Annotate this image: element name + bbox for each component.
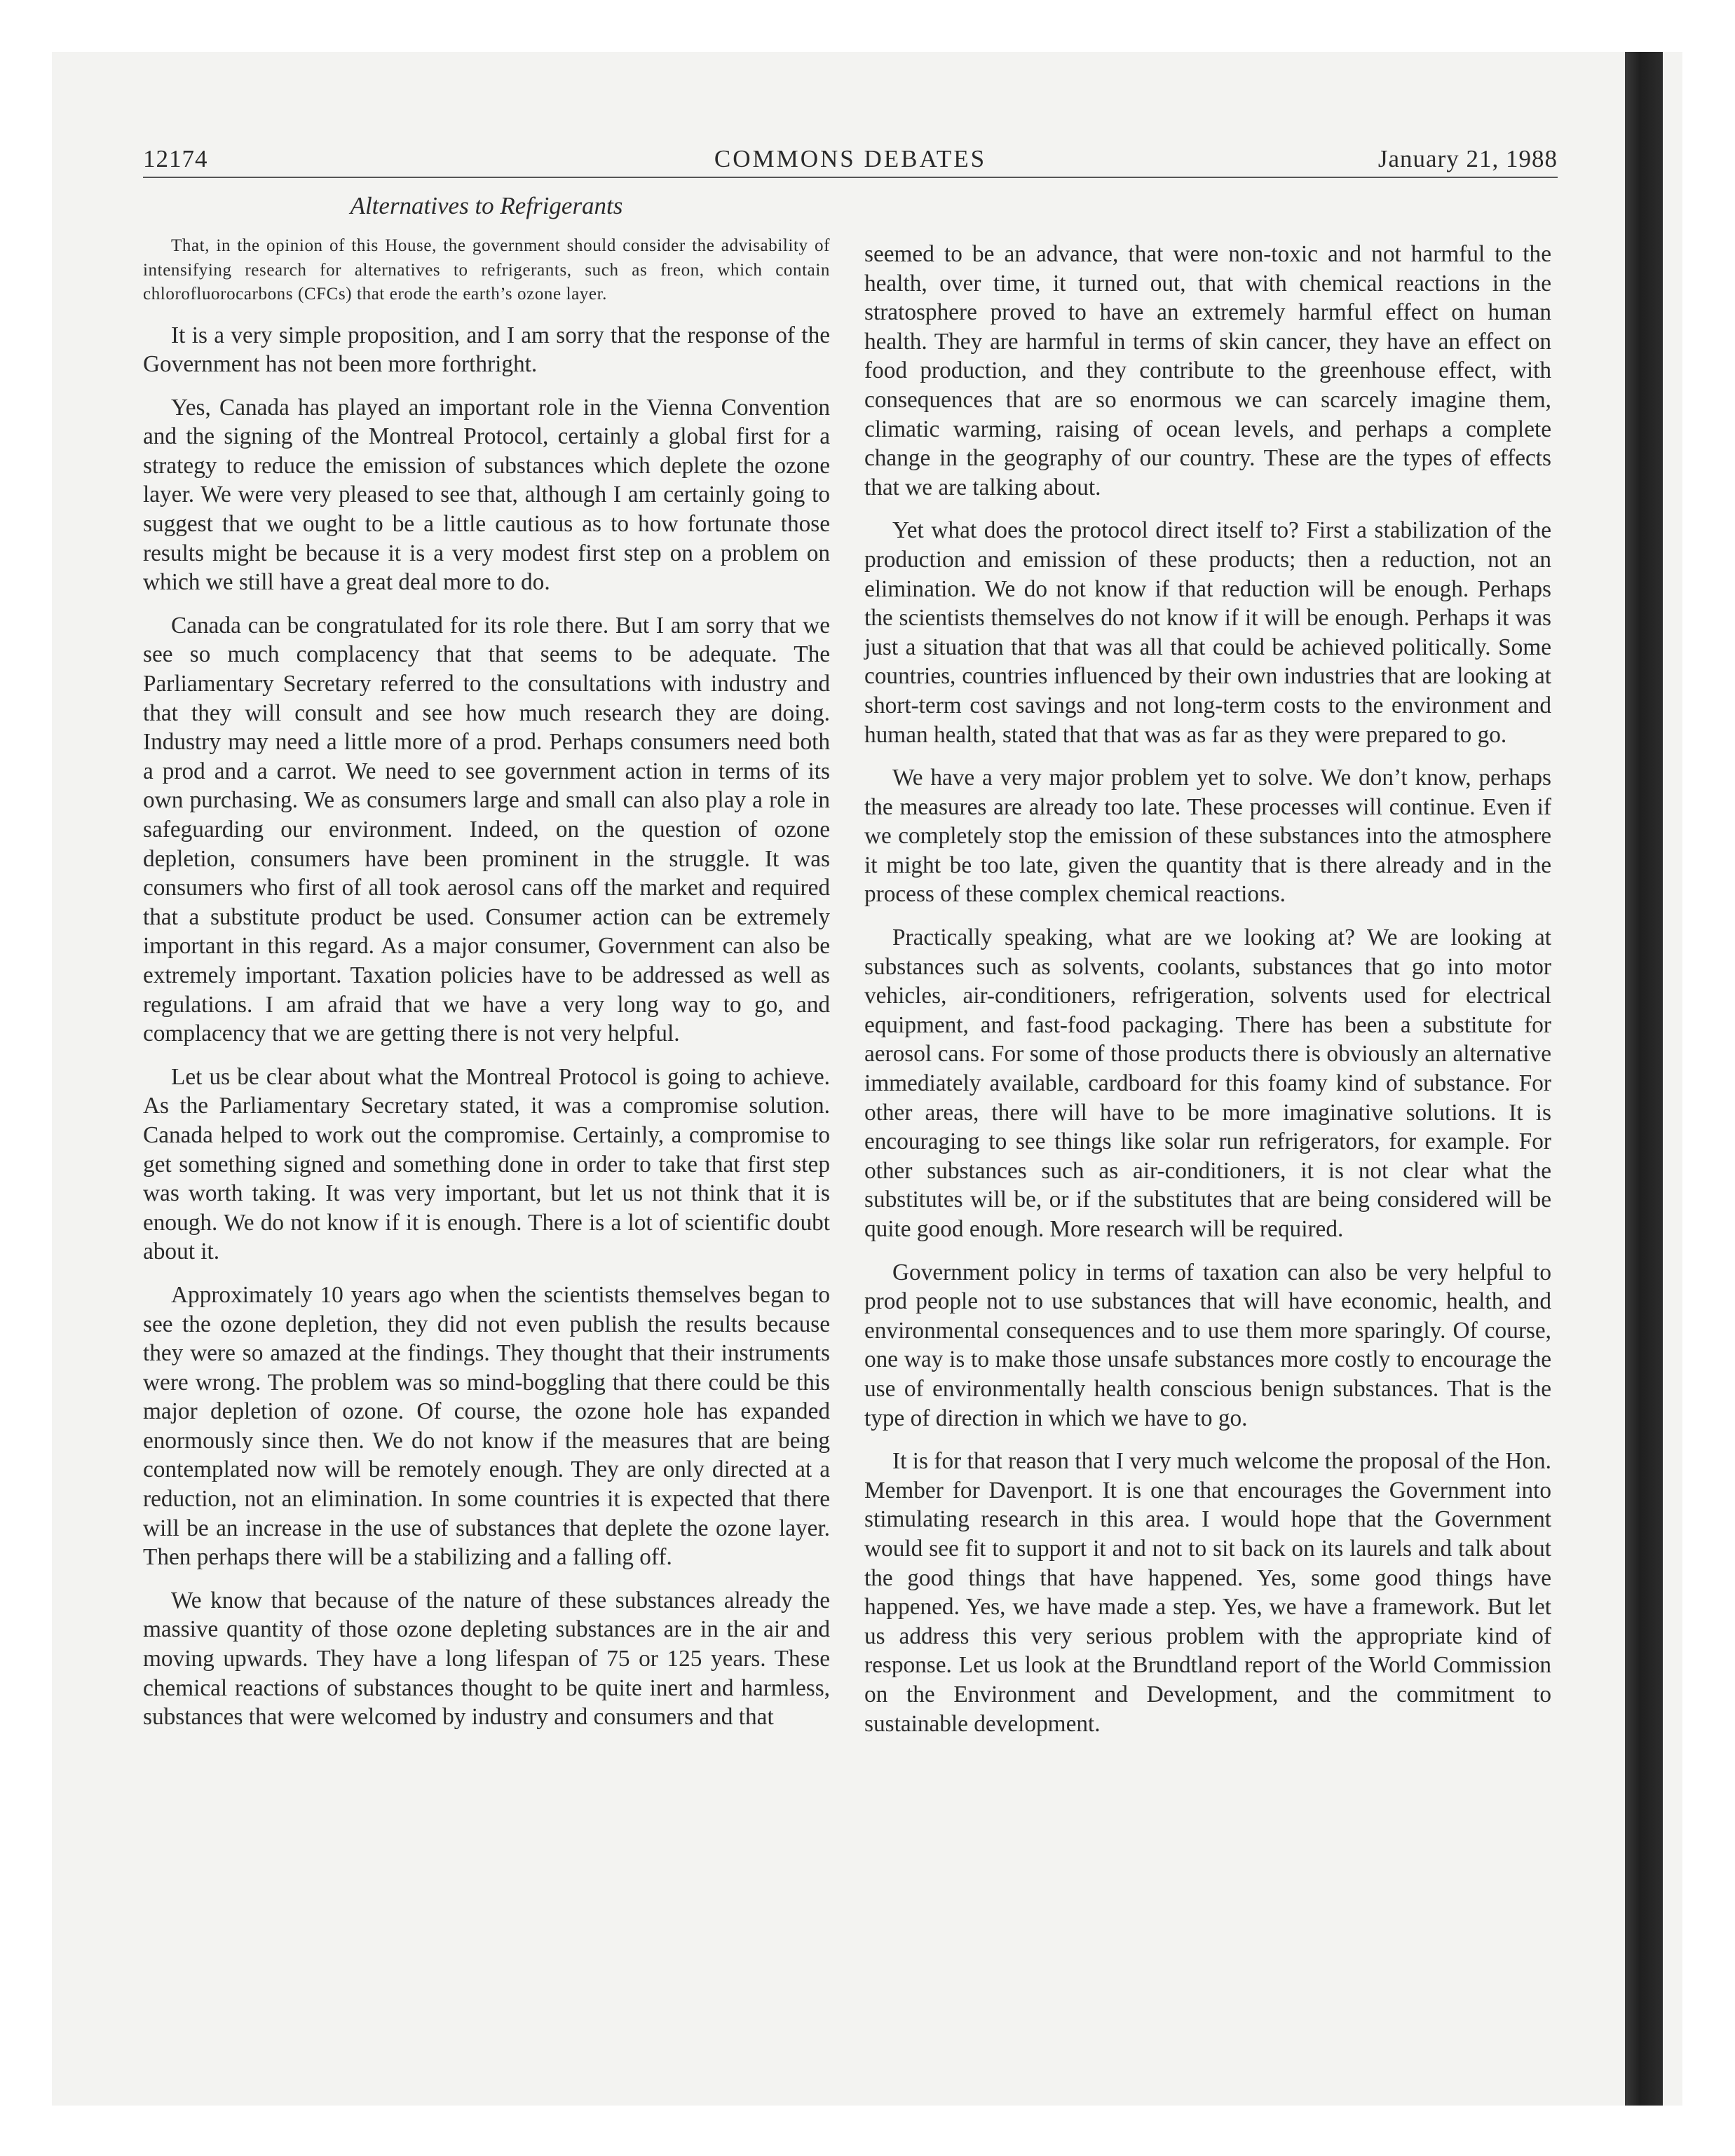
right-column <box>864 240 1551 1738</box>
page-number: 12174 <box>143 145 208 172</box>
paragraph: Let us be clear about what the Montreal Protocol is going to achieve. As the Parliamentary Secretary stated, it was a compromise solution. Canada helped to work out the compromise. Certainly, a compromise to get something signed and something done in order to take that first step was worth taking. It was very important, but let us not think that it is enough. We do not know if it is enough. There is a lot of scientific doubt about it. <box>143 1063 830 1265</box>
publication-title: COMMONS DEBATES <box>714 145 987 172</box>
left-column <box>143 189 830 1732</box>
motion-text: That, in the opinion of this House, the government should consider the advisability of intensifying research for alternatives to refrigerants, such as freon, which contain chlorofluorocarbons (CFCs) that erode the earth’s ozone layer. <box>143 236 830 303</box>
section-heading: Alternatives to Refrigerants <box>350 192 623 219</box>
paragraph: Practically speaking, what are we looking at? We are looking at substances such as solvents, coolants, substances that go into motor vehicles, air-conditioners, refrigeration, solvents used for electrical equipment, and fast-food packaging. There has been a substitute for aerosol cans. For some of those products there is obviously an alternative immediately available, cardboard for this foamy kind of substance. For other areas, there will have to be more imaginative solutions. It is encouraging to see things like solar run refrigerators, for example. For other substances such as air-conditioners, it is not clear what the substitutes will be, or if the substitutes that are being considered will be quite good enough. More research will be required. <box>864 925 1551 1242</box>
paragraph: Yet what does the protocol direct itself to? First a stabilization of the production and emission of these products; then a reduction, not an elimination. We do not know if that reduction will be enough. Perhaps the scientists themselves do not know if it will be enough. Perhaps it was just a situation that that was all that could be achieved politically. Some countries, countries influenced by their own industries that are looking at short-term cost savings and not long-term costs to the environment and human health, stated that that was as far as they were prepared to go. <box>864 517 1551 748</box>
paragraph: We have a very major problem yet to solve. We don’t know, perhaps the measures are already too late. These processes will continue. Even if we completely stop the emission of these substances into the atmosphere it might be too late, given the quantity that is there already and in the process of these complex chemical reactions. <box>864 765 1551 908</box>
paragraph: Approximately 10 years ago when the scientists themselves began to see the ozone depletion, they did not even publish the results because they were so amazed at the findings. They thought that their instruments were wrong. The problem was so mind-boggling that there could be this major depletion of ozone. Of course, the ozone hole has expanded enormously since then. We do not know if the measures that are being contemplated now will be remotely enough. They are only directed at a reduction, not an elimination. In some countries it is expected that there will be an increase in the use of substances that deplete the ozone layer. Then perhaps there will be a stabilizing and a falling off. <box>143 1281 830 1571</box>
paragraph: It is for that reason that I very much welcome the proposal of the Hon. Member for Davenport. It is one that encourages the Government into stimulating research in this area. I would hope that the Government would see fit to support it and not to sit back on its laurels and talk about the good things that have happened. Yes, some good things have happened. Yes, we have made a step. Yes, we have a framework. But let us address this very serious problem with the appropriate kind of response. Let us look at the Brundtland report of the World Commission on the Environment and Development, and the commitment to sustainable development. <box>864 1448 1551 1737</box>
paragraph: It is a very simple proposition, and I am sorry that the response of the Government has not been more forthright. <box>143 322 830 378</box>
paragraph: Canada can be congratulated for its role there. But I am sorry that we see so much complacency that that seems to be adequate. The Parliamentary Secretary referred to the consultations with industry and that they will consult and see how much research they are doing. Industry may need a little more of a prod. Perhaps consumers need both a prod and a carrot. We need to see government action in terms of its own purchasing. We as consumers large and small can also play a role in safeguarding our environment. Indeed, on the question of ozone depletion, consumers have been prominent in the struggle. It was consumers who first of all took aerosol cans off the market and required that a substitute product be used. Consumer action can be extremely important in this regard. As a major consumer, Government can also be extremely important. Taxation policies have to be addressed as well as regulations. I am afraid that we have a very long way to go, and complacency that we are getting there is not very helpful. <box>143 612 830 1047</box>
paragraph-continuation: seemed to be an advance, that were non-toxic and not harmful to the health, over time, it turned out, that with chemical reactions in the stratosphere proved to have an extremely harmful effect on human health. They are harmful in terms of skin cancer, they have an effect on food production, and they contribute to the greenhouse effect, with consequences that are so enormous we can scarcely imagine them, climatic warming, raising of ocean levels, and perhaps a complete change in the geography of our country. These are the types of effects that we are talking about. <box>864 241 1551 500</box>
paragraph: Yes, Canada has played an important role in the Vienna Convention and the signing of the Montreal Protocol, certainly a global first for a strategy to reduce the emission of substances which deplete the ozone layer. We were very pleased to see that, although I am certainly going to suggest that we ought to be a little cautious as to how fortunate those results might be because it is a very modest first step on a problem on which we still have a great deal more to do. <box>143 394 830 596</box>
paragraph: We know that because of the nature of these substances already the massive quantity of those ozone depleting substances are in the air and moving upwards. They have a long lifespan of 75 or 125 years. These chemical reactions of substances thought to be quite inert and harmless, substances that were welcomed by industry and consumers and that <box>143 1587 830 1731</box>
publication-date: January 21, 1988 <box>1377 145 1558 172</box>
page-header <box>143 142 1558 178</box>
binding-edge <box>1625 52 1663 2106</box>
paragraph: Government policy in terms of taxation can also be very helpful to prod people not to use substances that will have economic, health, and environmental consequences and to use them more sparingly. Of course, one way is to make those unsafe substances more costly to encourage the use of environmentally health conscious benign substances. That is the type of direction in which we have to go. <box>864 1259 1551 1431</box>
